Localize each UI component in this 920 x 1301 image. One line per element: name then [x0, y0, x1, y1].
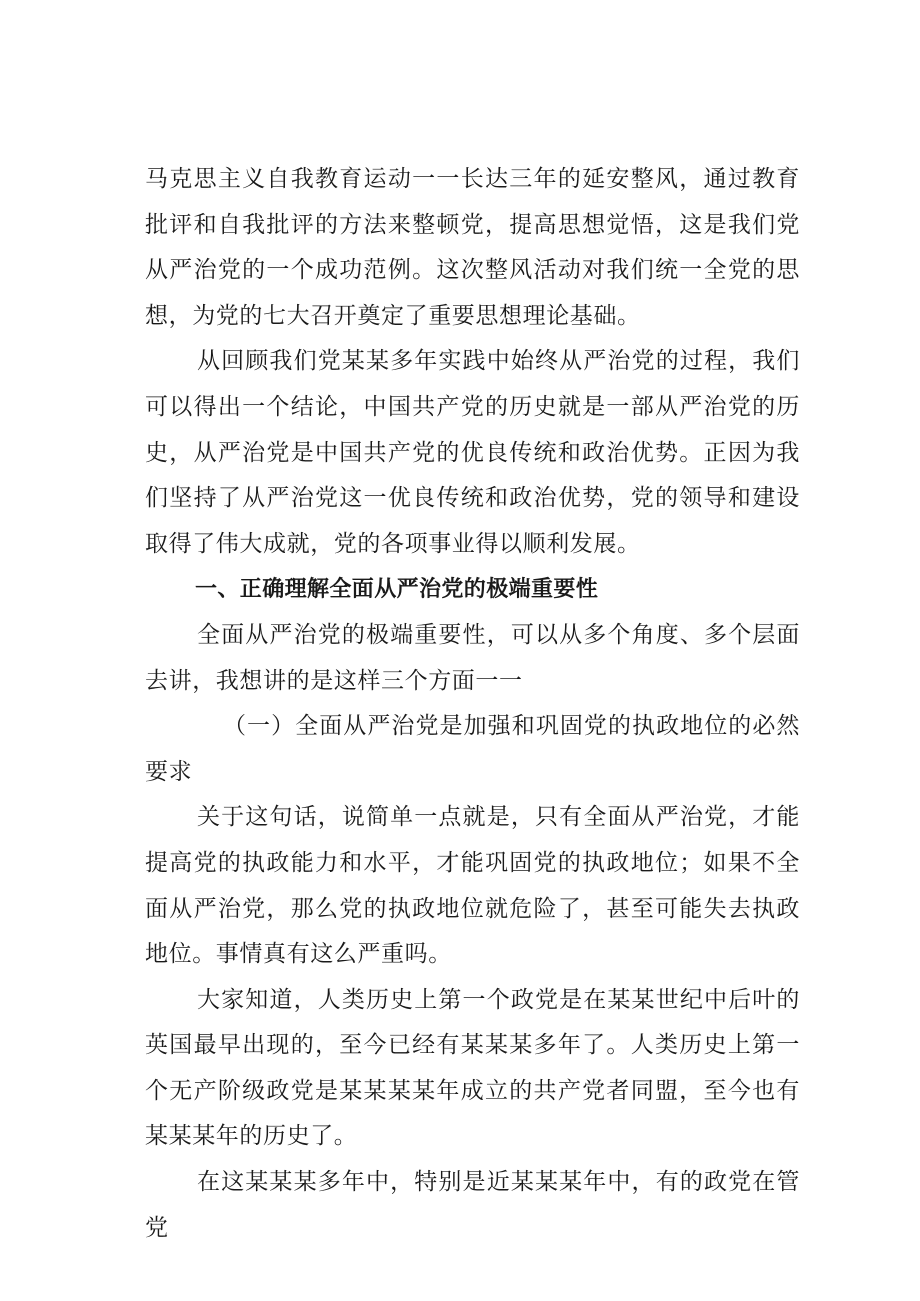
paragraph-importance-intro: 全面从严治党的极端重要性，可以从多个角度、多个层面去讲，我想讲的是这样三个方面一一 — [145, 621, 800, 694]
subsection-heading-1: （一）全面从严治党是加强和巩固党的执政地位的必然要求 — [145, 713, 800, 785]
paragraph-party-origins: 大家知道，人类历史上第一个政党是在某某世纪中后叶的英国最早出现的，至今已经有某某某多年了。人类历史上第一个无产阶级政党是某某某某年成立的共产党者同盟，至今也有某某某年的历史了。 — [145, 986, 800, 1150]
section-heading-1: 一、正确理解全面从严治党的极端重要性 — [195, 577, 599, 603]
paragraph-continuation: 在这某某某多年中，特别是近某某某年中，有的政党在管党 — [145, 1169, 800, 1241]
document-body — [145, 157, 800, 1251]
paragraph-party-history-conclusion: 从回顾我们党某某多年实践中始终从严治党的过程，我们可以得出一个结论，中国共产党的历史就是一部从严治党的历史，从严治党是中国共产党的优良传统和政治优势。正因为我们坚持了从严治党这一优良传统和政治优势，党的领导和建设取得了伟大成就，党的各项事业得以顺利发展。 — [145, 348, 800, 557]
paragraph-ruling-position: 关于这句话，说简单一点就是，只有全面从严治党，才能提高党的执政能力和水平，才能巩固党的执政地位；如果不全面从严治党，那么党的执政地位就危险了，甚至可能失去执政地位。事情真有这么严重吗。 — [145, 804, 800, 968]
paragraph-yanan-rectification: 马克思主义自我教育运动一一长达三年的延安整风，通过教育批评和自我批评的方法来整顿党，提高思想觉悟，这是我们党从严治党的一个成功范例。这次整风活动对我们统一全党的思想，为党的七大召开奠定了重要思想理论基础。 — [145, 166, 800, 329]
